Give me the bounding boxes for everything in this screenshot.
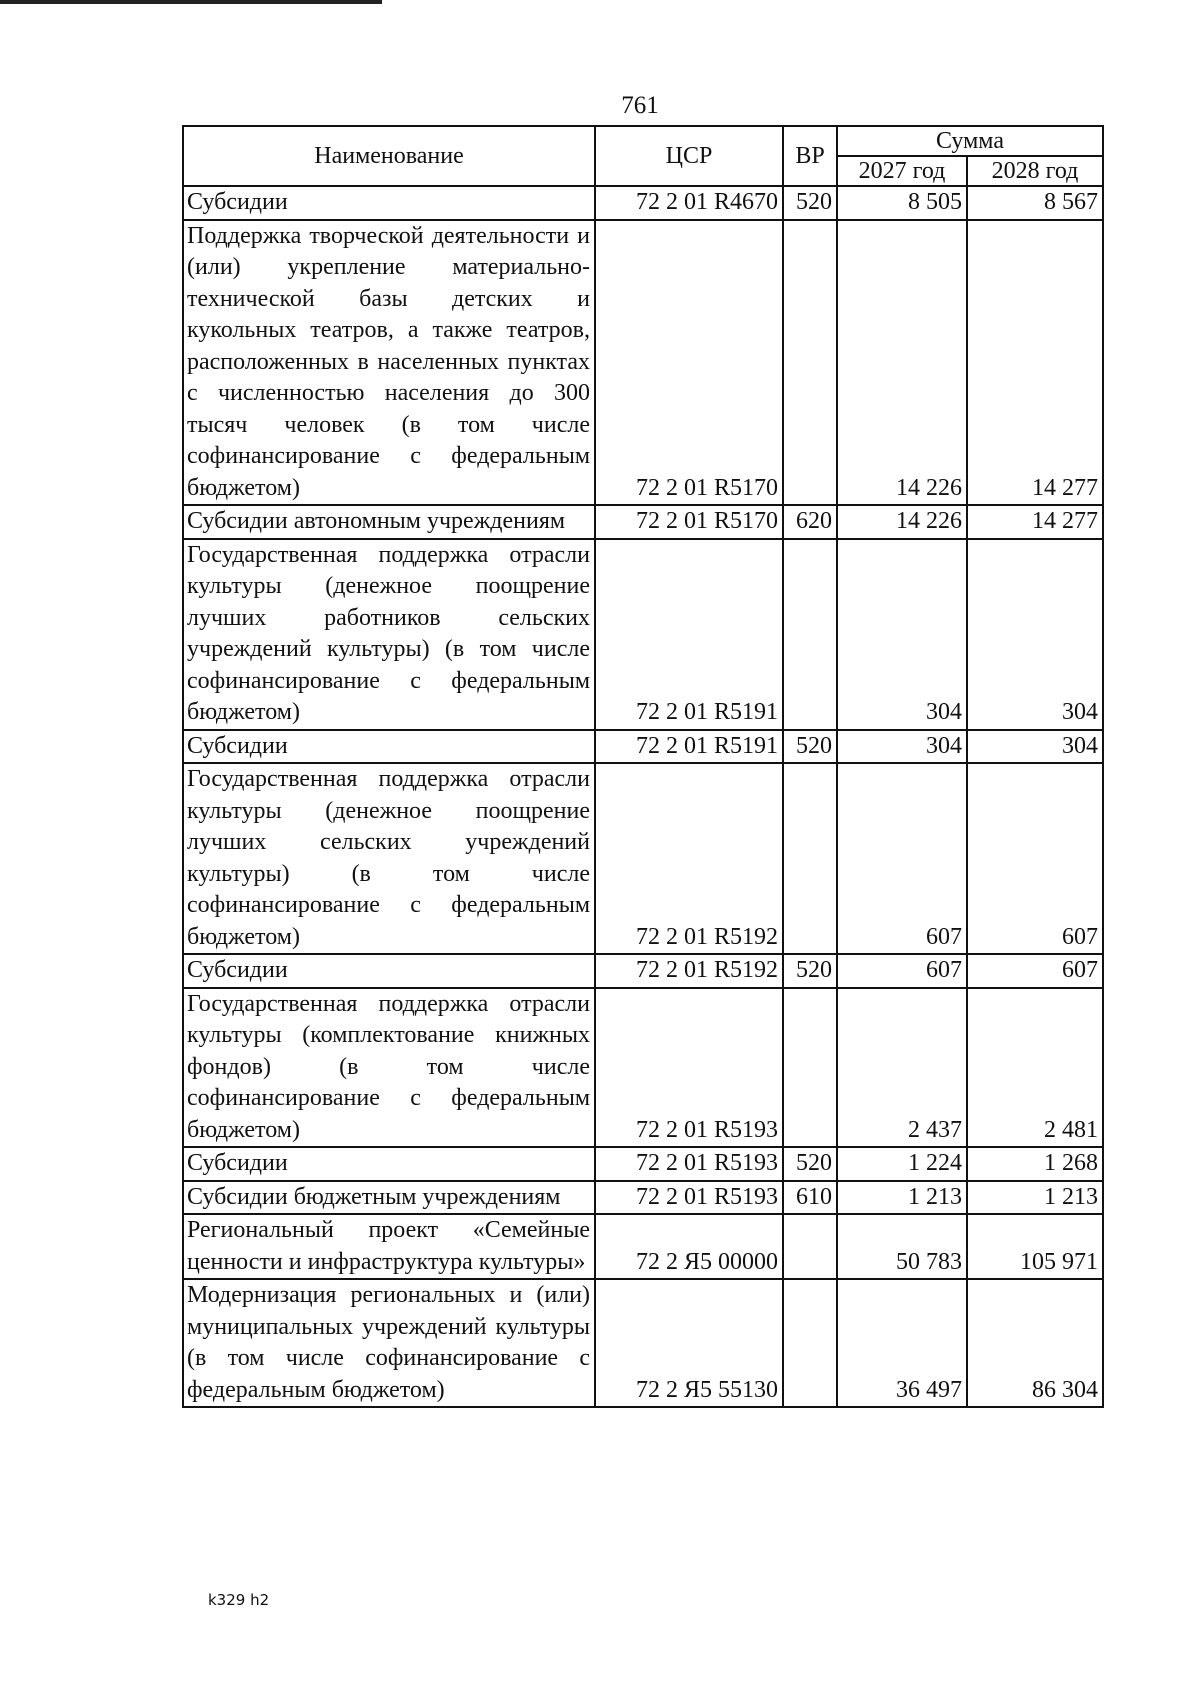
row-sum-2028: 607 [967,954,1103,988]
row-sum-2028: 1 213 [967,1181,1103,1215]
row-sum-2027: 36 497 [837,1279,967,1407]
row-csr: 72 2 01 R5193 [595,1181,783,1215]
row-vr [783,539,837,730]
header-sum: Сумма [837,126,1103,156]
row-sum-2028: 105 971 [967,1214,1103,1279]
row-sum-2027: 14 226 [837,220,967,506]
row-name: Государственная поддержка отрасли культуры (денежное поощрение лучших работников сельских учреждений культуры) (в том числе софинансирование с федеральным бюджетом) [183,539,595,730]
scan-edge-line [0,0,382,4]
table-row [183,1147,1103,1181]
row-name: Субсидии бюджетным учреждениям [183,1181,595,1215]
row-sum-2028: 14 277 [967,505,1103,539]
row-vr [783,988,837,1148]
row-name: Субсидии [183,730,595,764]
row-vr [783,220,837,506]
row-sum-2027: 1 213 [837,1181,967,1215]
row-vr: 520 [783,186,837,220]
row-sum-2027: 304 [837,730,967,764]
row-name: Субсидии [183,1147,595,1181]
row-name: Модернизация региональных и (или) муниципальных учреждений культуры (в том числе софинансирование с федеральным бюджетом) [183,1279,595,1407]
table-row [183,1181,1103,1215]
row-name: Субсидии автономным учреждениям [183,505,595,539]
row-csr: 72 2 Я5 55130 [595,1279,783,1407]
row-sum-2027: 14 226 [837,505,967,539]
row-vr [783,763,837,954]
table-row [183,763,1103,954]
row-sum-2027: 8 505 [837,186,967,220]
row-csr: 72 2 01 R5191 [595,539,783,730]
row-vr: 610 [783,1181,837,1215]
row-vr: 520 [783,730,837,764]
row-sum-2027: 1 224 [837,1147,967,1181]
row-csr: 72 2 01 R4670 [595,186,783,220]
row-vr: 520 [783,1147,837,1181]
document-code: k329 h2 [208,1591,270,1609]
row-sum-2028: 2 481 [967,988,1103,1148]
table-row [183,539,1103,730]
row-sum-2027: 607 [837,954,967,988]
header-name: Наименование [183,126,595,186]
row-sum-2028: 304 [967,730,1103,764]
row-sum-2028: 86 304 [967,1279,1103,1407]
table-row [183,730,1103,764]
row-name: Государственная поддержка отрасли культуры (комплектование книжных фондов) (в том числе софинансирование с федеральным бюджетом) [183,988,595,1148]
row-csr: 72 2 01 R5191 [595,730,783,764]
page-number: 761 [621,92,659,119]
row-vr [783,1279,837,1407]
header-csr: ЦСР [595,126,783,186]
row-sum-2028: 1 268 [967,1147,1103,1181]
table-row [183,954,1103,988]
row-csr: 72 2 01 R5193 [595,988,783,1148]
row-vr: 620 [783,505,837,539]
row-csr: 72 2 01 R5192 [595,954,783,988]
row-name: Региональный проект «Семейные ценности и инфраструктура культуры» [183,1214,595,1279]
row-sum-2027: 607 [837,763,967,954]
table-row [183,988,1103,1148]
row-csr: 72 2 01 R5170 [595,220,783,506]
table-row [183,1214,1103,1279]
table-row [183,186,1103,220]
row-sum-2027: 2 437 [837,988,967,1148]
row-sum-2027: 304 [837,539,967,730]
row-csr: 72 2 01 R5170 [595,505,783,539]
row-sum-2028: 14 277 [967,220,1103,506]
row-name: Государственная поддержка отрасли культуры (денежное поощрение лучших сельских учреждений культуры) (в том числе софинансирование с федеральным бюджетом) [183,763,595,954]
row-sum-2028: 607 [967,763,1103,954]
table-row [183,1279,1103,1407]
row-name: Поддержка творческой деятельности и (или) укрепление материально-технической базы детских и кукольных театров, а также театров, расположенных в населенных пунктах с численностью населения до 300 тысяч человек (в том числе софинансирование с федеральным бюджетом) [183,220,595,506]
table-row [183,505,1103,539]
row-name: Субсидии [183,954,595,988]
row-sum-2028: 304 [967,539,1103,730]
row-csr: 72 2 Я5 00000 [595,1214,783,1279]
row-name: Субсидии [183,186,595,220]
header-vr: ВР [783,126,837,186]
row-sum-2028: 8 567 [967,186,1103,220]
header-year-2027: 2027 год [837,156,967,186]
row-csr: 72 2 01 R5192 [595,763,783,954]
budget-table [182,125,1104,1408]
header-year-2028: 2028 год [967,156,1103,186]
row-vr [783,1214,837,1279]
row-sum-2027: 50 783 [837,1214,967,1279]
row-vr: 520 [783,954,837,988]
table-row [183,220,1103,506]
row-csr: 72 2 01 R5193 [595,1147,783,1181]
